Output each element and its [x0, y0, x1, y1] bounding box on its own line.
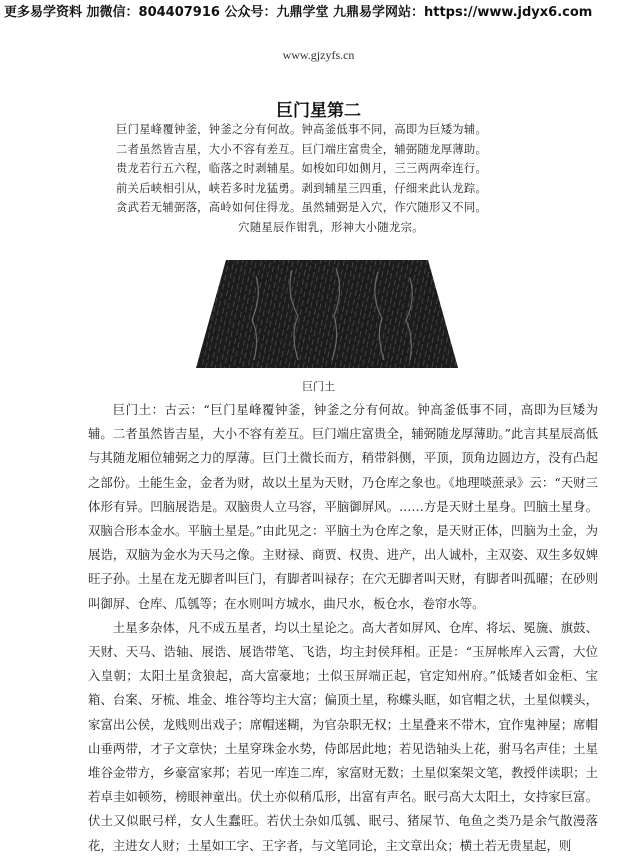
body-paragraph: 巨门土：古云：“巨门星峰覆钟釜，钟釜之分有何故。钟高釜低事不同，高即为巨矮为辅。二者虽然皆吉星，大小不容有差互。巨门端庄富贵全，辅弼随龙厚薄助。”此言其星辰高低与其随龙厢位辅弼之力的厚薄。巨门土微长而方，稍带斜侧，平顶，顶角边圆边方，没有凸起之部份。土能生金，金者为财，故以土星为天财，乃仓库之象也。《地理啖蔗录》云：“天财三体形有异。凹脑展诰是。双脑贵人立马容，平脑御屏风。……方是天财土星身。凹脑土星身。双脑合形本金水。平脑土星是。”由此见之：平脑土为仓库之象，是天财正体，凹脑为土金，为展诰，双脑为金水为天马之像。主财禄、商贾、权贵、进产，出人诚朴，主双姿、双生多奴婢旺子孙。土星在龙无脚者叫巨门，有脚者叫禄存；在穴无脚者叫天财，有脚者叫孤曜；在砂则叫御屏、仓库、瓜瓠等；在水则叫方城水，曲尺水，板仓水，卷帘水等。 [88, 402, 598, 611]
poem-line: 穴随星辰作钳乳，形神大小随龙宗。 [238, 220, 424, 234]
page-title: 巨门星第二 [276, 101, 361, 121]
poem-block [116, 120, 546, 238]
poem-line: 前关后峡相引从，峡若多时龙猛勇。剥到辅星三四重，仔细来此认龙踪。 [116, 181, 488, 195]
poem-line: 贪武若无辅弼落，高岭如何住得龙。虽然辅弼是入穴，作穴随形又不同。 [116, 201, 488, 215]
body-paragraph: 土星多杂体，凡不成五星者，均以土星论之。高大者如屏风、仓库、将坛、冕旒、旗鼓、天财、天马、诰轴、展诰、展诰带笔、飞诰，均主封侯拜相。正是：“玉屏帐库入云霄，大位入皇朝；太阳土星贪狼起，高大富豪地；土似玉屏端正起，官定知州府。”低矮者如金柜、宝箱、台案、牙梳、堆金、堆谷等均主大富；偏顶土星，称蝶头眶，如官帽之状，土星似幞头，家富出公侯，龙贱则出戏子；席帽迷糊，为官杂职无权；土星叠来不带木，宜作鬼神屋；席帽山垂两带，才子文章快；土星穿珠金水势，侍郎居此地；若见诰轴头上花，驸马名声佳；土星堆谷金带方，乡豪富家邦；若见一库连二库，家富财无数；土星似案架文笔，教授伴读职；土若卓圭如顿笏，榜眼神童出。伏土亦似稍瓜形，出富有声名。眠弓高大太阳土，女持家巨富。伏土又似眠弓样，女人生蠢旺。若伏土杂如瓜瓠、眠弓、猪屎节、龟鱼之类乃是余气散漫落花，主进女人财；土星如工字、王字者，与文笔同论，主文章出众；横土若无贵星起，则 [88, 619, 598, 853]
mountain-illustration [196, 256, 458, 368]
body-text [88, 398, 598, 858]
poem-line: 二者虽然皆吉星，大小不容有差互。巨门端庄富贵全，辅弼随龙厚薄助。 [116, 142, 488, 156]
figure-caption: 巨门土 [302, 380, 335, 393]
poem-line: 贵龙若行五六程，临落之时剥辅星。如梭如印如侧月，三三两两牵连行。 [116, 162, 488, 176]
poem-line: 巨门星峰覆钟釜，钟釜之分有何故。钟高釜低事不同，高即为巨矮为辅。 [116, 123, 488, 136]
website-url: www.gjzyfs.cn [282, 48, 355, 62]
header-banner: 更多易学资料 加微信：804407916 公众号：九鼎学堂 九鼎易学网站：https://www.jdyx6.com [4, 5, 593, 20]
